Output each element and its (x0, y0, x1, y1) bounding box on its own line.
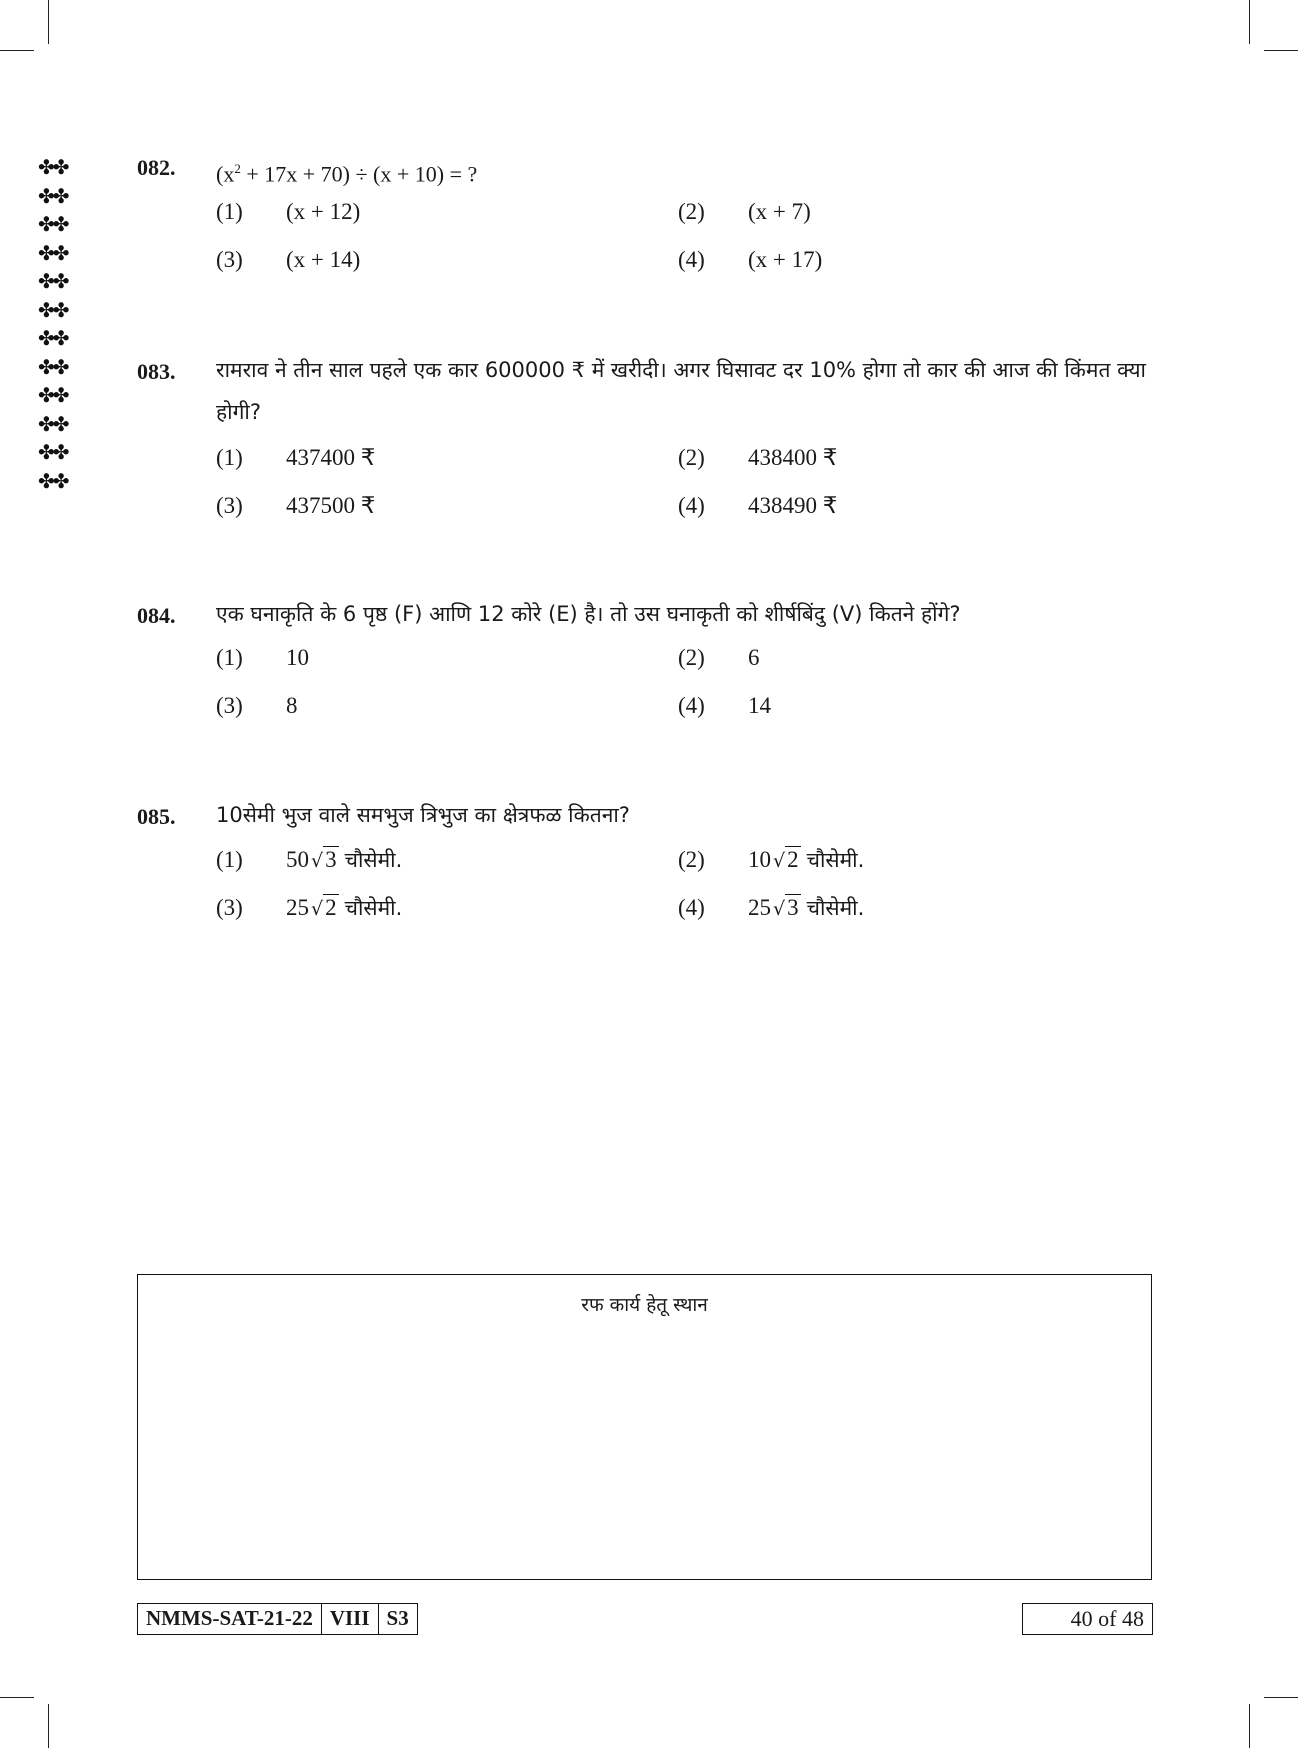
page-number: 40 of 48 (1022, 1603, 1153, 1635)
option-number: (1) (216, 445, 243, 470)
ornament-row: ✤✤ (38, 411, 68, 436)
radical-sign-icon: √ (773, 898, 786, 920)
option-1[interactable] (216, 846, 402, 874)
option-number: (3) (216, 247, 243, 272)
rough-work-title: रफ कार्य हेतू स्थान (581, 1294, 708, 1316)
question-text (216, 153, 1156, 190)
square-root (773, 847, 801, 873)
ornament-row: ✤✤ (38, 269, 68, 293)
option-unit: चौसेमी. (806, 896, 865, 920)
square-root (311, 895, 339, 921)
option-1[interactable] (216, 645, 309, 671)
option-number: (3) (216, 493, 243, 518)
option-text: 6 (748, 645, 760, 670)
option-number: (2) (678, 199, 705, 224)
ornament-row: ✤✤ (38, 354, 68, 379)
square-root (773, 895, 801, 921)
question-number: 083. (137, 359, 176, 384)
crop-mark (1249, 1704, 1250, 1748)
option-number: (4) (678, 693, 705, 718)
option-2[interactable] (678, 199, 811, 225)
option-4[interactable] (678, 247, 822, 273)
ornament-row: ✤✤ (38, 468, 68, 493)
class-label: VIII (322, 1604, 379, 1634)
radicand: 2 (325, 895, 337, 920)
option-coefficient: 10 (748, 847, 771, 872)
crop-mark (0, 1697, 34, 1698)
option-text: (x + 12) (286, 199, 361, 224)
option-text: 438400 ₹ (748, 445, 838, 470)
exponent: 2 (234, 161, 241, 176)
question-text: एक घनाकृति के 6 पृष्ठ (F) आणि 12 कोरे (E) है। तो उस घनाकृती को शीर्षबिंदु (V) कितने होंगे? (216, 602, 961, 626)
option-text: 8 (286, 693, 298, 718)
option-number: (2) (678, 847, 705, 872)
option-text: 437500 ₹ (286, 493, 376, 518)
set-label: S3 (386, 1606, 409, 1630)
question-number: 084. (137, 603, 176, 628)
option-3[interactable] (216, 894, 402, 922)
option-text: 438490 ₹ (748, 493, 838, 518)
ornament-row: ✤✤ (38, 440, 68, 464)
radical-sign-icon: √ (311, 850, 324, 872)
crop-mark (48, 1704, 49, 1748)
crop-mark (0, 50, 34, 51)
option-3[interactable] (216, 693, 298, 719)
option-unit: चौसेमी. (344, 896, 403, 920)
option-number: (3) (216, 895, 243, 920)
square-root (311, 847, 339, 873)
option-text: 14 (748, 693, 771, 718)
exam-code: NMMS-SAT-21-22 (138, 1604, 322, 1634)
option-number: (4) (678, 895, 705, 920)
option-number: (1) (216, 847, 243, 872)
option-1[interactable] (216, 199, 360, 225)
option-3[interactable] (216, 493, 375, 519)
option-text: 437400 ₹ (286, 445, 376, 470)
option-4[interactable] (678, 493, 837, 519)
question-number: 082. (137, 155, 176, 180)
option-number: (4) (678, 247, 705, 272)
expr-part: + 17x + 70) ÷ (x + 10) = ? (240, 161, 478, 187)
crop-mark (1264, 1697, 1298, 1698)
radicand: 3 (787, 895, 799, 920)
ornament-row: ✤✤ (38, 155, 68, 179)
option-unit: चौसेमी. (806, 848, 865, 872)
option-number: (4) (678, 493, 705, 518)
ornament-row: ✤✤ (38, 240, 68, 265)
option-number: (1) (216, 645, 243, 670)
option-number: (2) (678, 645, 705, 670)
ornament-row: ✤✤ (38, 183, 68, 208)
radicand: 2 (787, 847, 799, 872)
ornament-row: ✤✤ (38, 297, 68, 322)
option-4[interactable] (678, 693, 771, 719)
radicand: 3 (325, 847, 337, 872)
option-4[interactable] (678, 894, 864, 922)
option-2[interactable] (678, 645, 760, 671)
ornament-row: ✤✤ (38, 383, 68, 407)
ornament-row: ✤✤ (38, 212, 68, 236)
question-number: 085. (137, 804, 176, 829)
option-coefficient: 25 (286, 895, 309, 920)
option-unit: चौसेमी. (344, 848, 403, 872)
option-2[interactable] (678, 445, 837, 471)
crop-mark (1249, 0, 1250, 44)
option-1[interactable] (216, 445, 375, 471)
option-2[interactable] (678, 846, 864, 874)
question-text: 10सेमी भुज वाले समभुज त्रिभुज का क्षेत्रफळ कितना? (216, 803, 630, 827)
option-text: 10 (286, 645, 309, 670)
side-ornament (38, 153, 94, 495)
ornament-row: ✤✤ (38, 326, 68, 350)
option-number: (3) (216, 693, 243, 718)
paper-code (137, 1603, 418, 1635)
rough-work-box (137, 1274, 1152, 1580)
option-text: (x + 17) (748, 247, 823, 272)
option-3[interactable] (216, 247, 360, 273)
crop-mark (48, 0, 49, 44)
option-text: (x + 7) (748, 199, 811, 224)
option-coefficient: 25 (748, 895, 771, 920)
question-text: रामराव ने तीन साल पहले एक कार 600000 ₹ में खरीदी। अगर घिसावट दर 10% होगा तो कार की आज की किंमत क्या होगी? (216, 358, 1146, 424)
expr-part: (x (216, 161, 235, 187)
option-coefficient: 50 (286, 847, 309, 872)
crop-mark (1264, 50, 1298, 51)
option-number: (1) (216, 199, 243, 224)
option-text: (x + 14) (286, 247, 361, 272)
radical-sign-icon: √ (311, 898, 324, 920)
radical-sign-icon: √ (773, 850, 786, 872)
option-number: (2) (678, 445, 705, 470)
